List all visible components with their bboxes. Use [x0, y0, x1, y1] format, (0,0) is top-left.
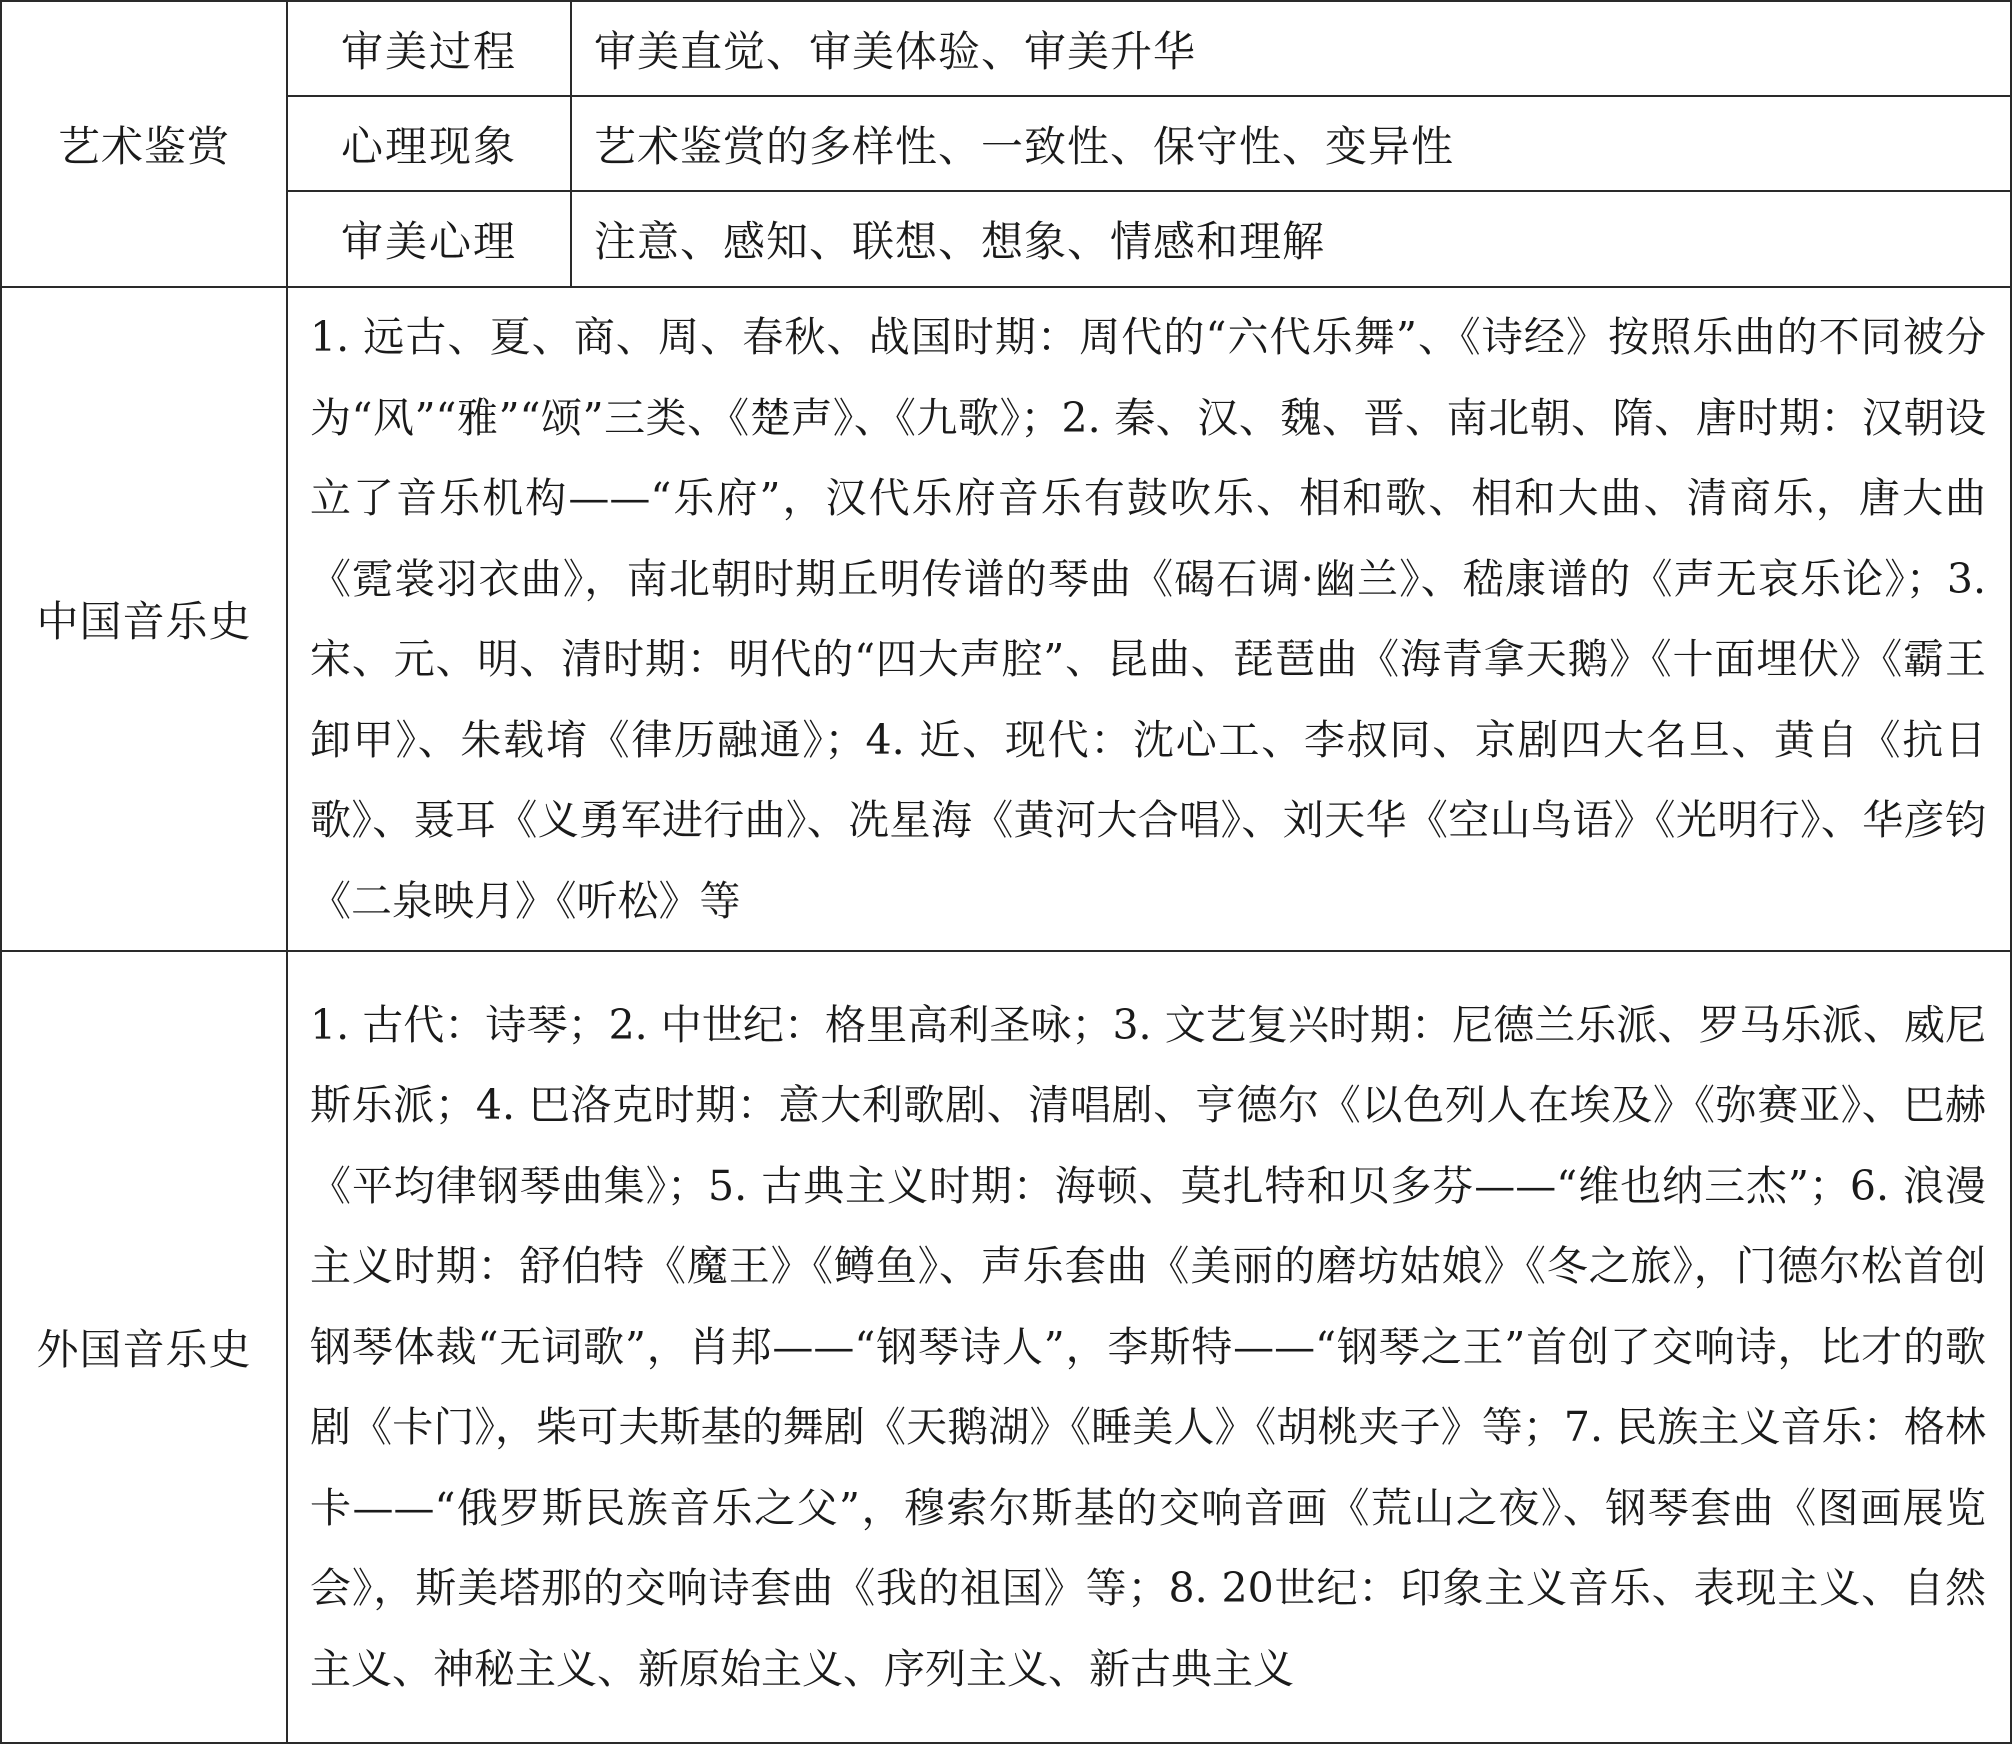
table-row	[1, 191, 2011, 287]
chinese-music-history-content: 1. 远古、夏、商、周、春秋、战国时期：周代的“六代乐舞”、《诗经》按照乐曲的不同被分为“风”“雅”“颂”三类、《楚声》、《九歌》；2. 秦、汉、魏、晋、南北朝、隋、唐时期：汉朝设立了音乐机构——“乐府”，汉代乐府音乐有鼓吹乐、相和歌、相和大曲、清商乐，唐大曲《霓裳羽衣曲》，南北朝时期丘明传谱的琴曲《碣石调·幽兰》、嵇康谱的《声无哀乐论》；3. 宋、元、明、清时期：明代的“四大声腔”、昆曲、琵琶曲《海青拿天鹅》《十面埋伏》《霸王卸甲》、朱载堉《律历融通》；4. 近、现代：沈心工、李叔同、京剧四大名旦、黄自《抗日歌》、聂耳《义勇军进行曲》、冼星海《黄河大合唱》、刘天华《空山鸟语》《光明行》、华彦钧《二泉映月》《听松》等	[287, 287, 2011, 951]
category-art-appreciation: 艺术鉴赏	[1, 1, 287, 287]
table-row	[1, 1, 2011, 96]
western-music-history-content: 1. 古代：诗琴；2. 中世纪：格里高利圣咏；3. 文艺复兴时期：尼德兰乐派、罗马乐派、威尼斯乐派；4. 巴洛克时期：意大利歌剧、清唱剧、亨德尔《以色列人在埃及》《弥赛亚》、巴赫《平均律钢琴曲集》；5. 古典主义时期：海顿、莫扎特和贝多芬——“维也纳三杰”；6. 浪漫主义时期：舒伯特《魔王》《鳟鱼》、声乐套曲《美丽的磨坊姑娘》《冬之旅》，门德尔松首创钢琴体裁“无词歌”，肖邦——“钢琴诗人”，李斯特——“钢琴之王”首创了交响诗，比才的歌剧《卡门》，柴可夫斯基的舞剧《天鹅湖》《睡美人》《胡桃夹子》等；7. 民族主义音乐：格林卡——“俄罗斯民族音乐之父”，穆索尔斯基的交响音画《荒山之夜》、钢琴套曲《图画展览会》，斯美塔那的交响诗套曲《我的祖国》等；8. 20世纪：印象主义音乐、表现主义、自然主义、神秘主义、新原始主义、序列主义、新古典主义	[287, 951, 2011, 1743]
category-chinese-music-history: 中国音乐史	[1, 287, 287, 951]
category-western-music-history: 外国音乐史	[1, 951, 287, 1743]
subcategory-label: 审美心理	[287, 191, 571, 287]
table-row	[1, 287, 2011, 951]
subcategory-content: 注意、感知、联想、想象、情感和理解	[571, 191, 2011, 287]
subcategory-label: 审美过程	[287, 1, 571, 96]
subcategory-content: 审美直觉、审美体验、审美升华	[571, 1, 2011, 96]
subcategory-content: 艺术鉴赏的多样性、一致性、保守性、变异性	[571, 96, 2011, 191]
table-row	[1, 951, 2011, 1743]
subcategory-label: 心理现象	[287, 96, 571, 191]
table-row	[1, 96, 2011, 191]
